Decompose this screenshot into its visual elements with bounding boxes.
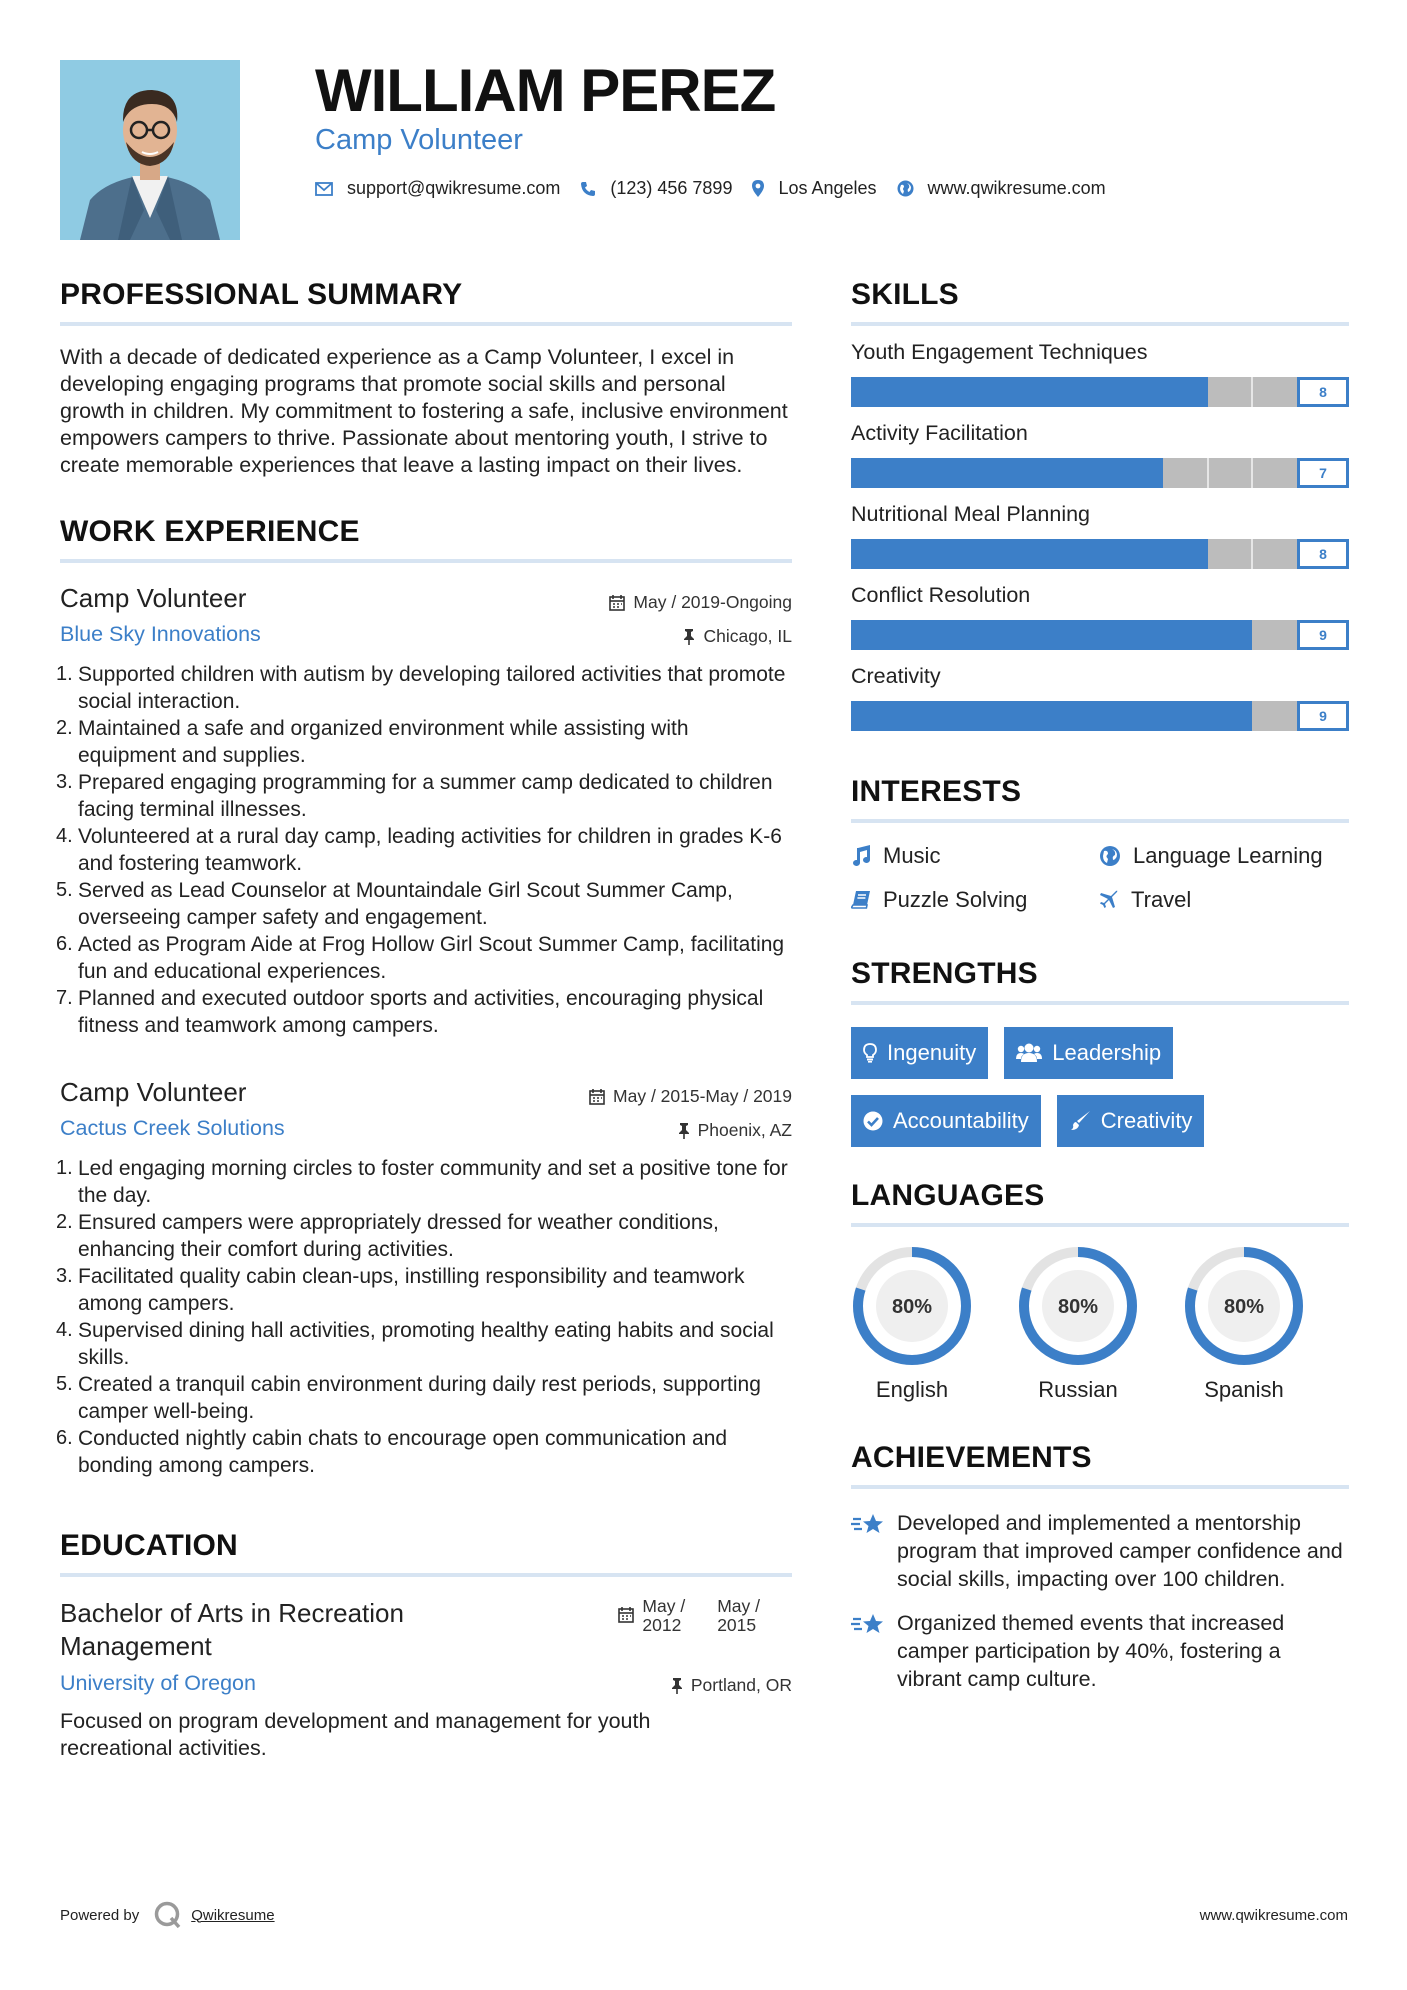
skill-bar-divider <box>1251 458 1253 488</box>
job-company: Cactus Creek Solutions <box>60 1116 285 1140</box>
book-icon <box>851 890 871 910</box>
skill-item <box>851 664 1349 731</box>
skill-name: Youth Engagement Techniques <box>851 340 1148 364</box>
users-icon <box>1016 1043 1042 1063</box>
job-location-text: Chicago, IL <box>703 626 792 646</box>
skill-bar <box>851 701 1349 731</box>
interest-item <box>1099 887 1349 913</box>
skill-bar <box>851 539 1349 569</box>
calendar-icon <box>609 595 625 611</box>
strength-label: Creativity <box>1100 1108 1193 1133</box>
education-location <box>671 1675 792 1696</box>
map-marker-icon <box>752 180 764 197</box>
achievement-text: Organized themed events that increased camper participation by 40%, fostering a vibrant camp culture. <box>897 1611 1285 1691</box>
job-bullets <box>56 661 792 1039</box>
language-ring <box>851 1245 973 1367</box>
skill-level-badge: 7 <box>1297 458 1349 488</box>
strengths-list <box>851 1027 1349 1147</box>
job-location <box>678 1120 792 1141</box>
strength-chip <box>851 1095 1041 1147</box>
skill-bar-divider <box>1251 377 1253 407</box>
profile-photo <box>60 60 240 240</box>
skill-bar-fill <box>851 539 1208 569</box>
interest-label: Puzzle Solving <box>883 887 1028 912</box>
language-item <box>1183 1245 1349 1403</box>
skill-item <box>851 583 1349 650</box>
strength-label: Leadership <box>1052 1040 1162 1065</box>
summary-text: With a decade of dedicated experience as a Camp Volunteer, I excel in developing engaging programs that promote social skills and personal growth in children. My commitment to fostering a safe, inclusive environment empowers campers to thrive. Passionate about mentoring youth, I strive to create memorable experiences that leave a lasting impact on their lives. <box>60 345 788 477</box>
interest-label: Language Learning <box>1133 843 1323 868</box>
education-end-date: May / 2015 <box>717 1596 760 1635</box>
interest-label: Travel <box>1131 887 1192 912</box>
contact-bar <box>315 178 1126 199</box>
languages-list <box>851 1245 1349 1403</box>
job-bullet: 6. Acted as Program Aide at Frog Hollow Girl Scout Summer Camp, facilitating fun and educational experiences. <box>56 933 785 983</box>
contact-phone[interactable] <box>580 178 732 199</box>
job-location-text: Phoenix, AZ <box>697 1120 792 1140</box>
language-name: English <box>875 1377 949 1402</box>
footer-powered-by <box>60 1900 275 1930</box>
contact-website[interactable] <box>897 178 1106 199</box>
strength-chip <box>1057 1095 1205 1147</box>
education-entry <box>60 1597 792 1762</box>
job-location <box>683 626 792 647</box>
job-bullet: 4. Supervised dining hall activities, promoting healthy eating habits and social skills. <box>56 1319 774 1369</box>
person-avatar-icon <box>60 60 240 240</box>
shooting-star-icon <box>851 1511 885 1539</box>
job-company: Blue Sky Innovations <box>60 622 261 646</box>
skill-bar-fill <box>851 701 1252 731</box>
education-location-text: Portland, OR <box>690 1675 792 1695</box>
job-bullet: 5. Created a tranquil cabin environment during daily rest periods, supporting camper well-being. <box>56 1373 761 1423</box>
job-date <box>589 1086 792 1107</box>
achievement-text: Developed and implemented a mentorship program that improved camper confidence and social skills, impacting over 100 children. <box>897 1511 1343 1591</box>
interest-label: Music <box>883 843 941 868</box>
website-text: www.qwikresume.com <box>927 178 1106 198</box>
education-heading: EDUCATION <box>60 1529 792 1577</box>
language-ring <box>1017 1245 1139 1367</box>
skill-bar <box>851 377 1349 407</box>
footer-website[interactable]: www.qwikresume.com <box>1199 1907 1348 1924</box>
right-column <box>851 278 1349 1709</box>
language-item <box>851 1245 1017 1403</box>
strength-chip <box>851 1027 988 1079</box>
pushpin-icon <box>678 1123 690 1139</box>
school-name: University of Oregon <box>60 1671 256 1695</box>
skills-list <box>851 340 1349 731</box>
job-entry <box>56 1077 792 1479</box>
job-bullet: 1. Supported children with autism by developing tailored activities that promote social interaction. <box>56 663 786 713</box>
achievements-list <box>851 1509 1349 1693</box>
skill-item <box>851 340 1349 407</box>
pushpin-icon <box>683 629 695 645</box>
strength-chip <box>1004 1027 1173 1079</box>
candidate-name: WILLIAM PEREZ <box>315 57 776 124</box>
lightbulb-icon <box>863 1043 877 1063</box>
email-text: support@qwikresume.com <box>347 178 561 198</box>
skill-level-badge: 9 <box>1297 701 1349 731</box>
skill-name: Nutritional Meal Planning <box>851 502 1091 526</box>
job-date-text: May / 2019-Ongoing <box>633 592 792 612</box>
job-title: Camp Volunteer <box>60 1077 247 1107</box>
job-bullet: 1. Led engaging morning circles to foster community and set a positive tone for the day. <box>56 1157 788 1207</box>
plane-icon <box>1099 890 1119 910</box>
job-bullets <box>56 1155 792 1479</box>
skill-level-badge: 8 <box>1297 539 1349 569</box>
skill-name: Creativity <box>851 664 941 688</box>
check-circle-icon <box>863 1111 883 1131</box>
language-ring <box>1183 1245 1305 1367</box>
education-description: Focused on program development and management for youth recreational activities. <box>60 1709 651 1760</box>
experience-heading: WORK EXPERIENCE <box>60 515 792 563</box>
strengths-heading: STRENGTHS <box>851 957 1349 1005</box>
phone-text: (123) 456 7899 <box>610 178 733 198</box>
skill-bar-divider <box>1251 539 1253 569</box>
qwikresume-logo-icon <box>153 1900 183 1930</box>
skill-bar-fill <box>851 620 1252 650</box>
degree-title: Bachelor of Arts in Recreation Management <box>60 1598 404 1661</box>
language-item <box>1017 1245 1183 1403</box>
skill-name: Conflict Resolution <box>851 583 1031 607</box>
language-percent: 80% <box>891 1296 933 1318</box>
calendar-icon <box>589 1089 605 1105</box>
phone-icon <box>580 181 596 197</box>
summary-heading: PROFESSIONAL SUMMARY <box>60 278 792 326</box>
achievements-heading: ACHIEVEMENTS <box>851 1441 1349 1489</box>
left-column <box>56 278 792 1762</box>
skill-bar-fill <box>851 458 1163 488</box>
pushpin-icon <box>671 1678 683 1694</box>
contact-email[interactable] <box>315 178 560 199</box>
job-bullet: 6. Conducted nightly cabin chats to encourage open communication and bonding among campers. <box>56 1427 728 1477</box>
job-bullet: 3. Facilitated quality cabin clean-ups, instilling responsibility and teamwork among campers. <box>56 1265 745 1315</box>
skill-bar <box>851 458 1349 488</box>
skill-level-badge: 8 <box>1297 377 1349 407</box>
powered-by-label: Powered by <box>60 1906 140 1924</box>
skill-bar-divider <box>1207 458 1209 488</box>
job-entry <box>56 583 792 1039</box>
globe-icon <box>897 180 914 197</box>
location-text: Los Angeles <box>778 178 877 198</box>
globe-icon <box>1099 845 1121 867</box>
brush-icon <box>1069 1111 1091 1131</box>
job-bullet: 7. Planned and executed outdoor sports and activities, encouraging physical fitness and teamwork among campers. <box>56 987 764 1037</box>
interest-item <box>851 887 1099 913</box>
job-title: Camp Volunteer <box>60 583 247 613</box>
skill-item <box>851 502 1349 569</box>
envelope-icon <box>315 182 333 196</box>
skill-level-badge: 9 <box>1297 620 1349 650</box>
skills-heading: SKILLS <box>851 278 1349 326</box>
job-bullet: 4. Volunteered at a rural day camp, leading activities for children in grades K-6 and fostering teamwork. <box>56 825 782 875</box>
interests-list <box>851 843 1349 913</box>
language-percent: 80% <box>1223 1296 1265 1318</box>
education-dates <box>618 1597 792 1635</box>
skill-item <box>851 421 1349 488</box>
interest-item <box>1099 843 1349 869</box>
education-start-date: May / 2012 <box>642 1596 686 1635</box>
language-name: Spanish <box>1204 1377 1284 1402</box>
job-bullet: 2. Maintained a safe and organized environment while assisting with equipment and supplies. <box>56 717 689 767</box>
job-date-text: May / 2015-May / 2019 <box>613 1086 792 1106</box>
contact-location <box>752 178 876 199</box>
music-icon <box>851 845 871 867</box>
skill-bar-fill <box>851 377 1208 407</box>
strength-label: Ingenuity <box>887 1040 977 1065</box>
job-bullet: 2. Ensured campers were appropriately dressed for weather conditions, enhancing their comfort during activities. <box>56 1211 719 1261</box>
candidate-title: Camp Volunteer <box>315 124 523 156</box>
language-name: Russian <box>1038 1377 1118 1402</box>
interest-item <box>851 843 1099 869</box>
achievement-item <box>851 1509 1349 1593</box>
strength-label: Accountability <box>893 1108 1029 1133</box>
language-percent: 80% <box>1057 1296 1099 1318</box>
achievement-item <box>851 1609 1349 1693</box>
skill-bar <box>851 620 1349 650</box>
languages-heading: LANGUAGES <box>851 1179 1349 1227</box>
shooting-star-icon <box>851 1611 885 1639</box>
job-date <box>609 592 792 613</box>
calendar-icon <box>618 1607 634 1623</box>
job-bullet: 3. Prepared engaging programming for a summer camp dedicated to children facing terminal illnesses. <box>56 771 773 821</box>
interests-heading: INTERESTS <box>851 775 1349 823</box>
skill-name: Activity Facilitation <box>851 421 1028 445</box>
job-bullet: 5. Served as Lead Counselor at Mountaindale Girl Scout Summer Camp, overseeing camper safety and engagement. <box>56 879 733 929</box>
qwikresume-link[interactable]: Qwikresume <box>191 1906 275 1924</box>
